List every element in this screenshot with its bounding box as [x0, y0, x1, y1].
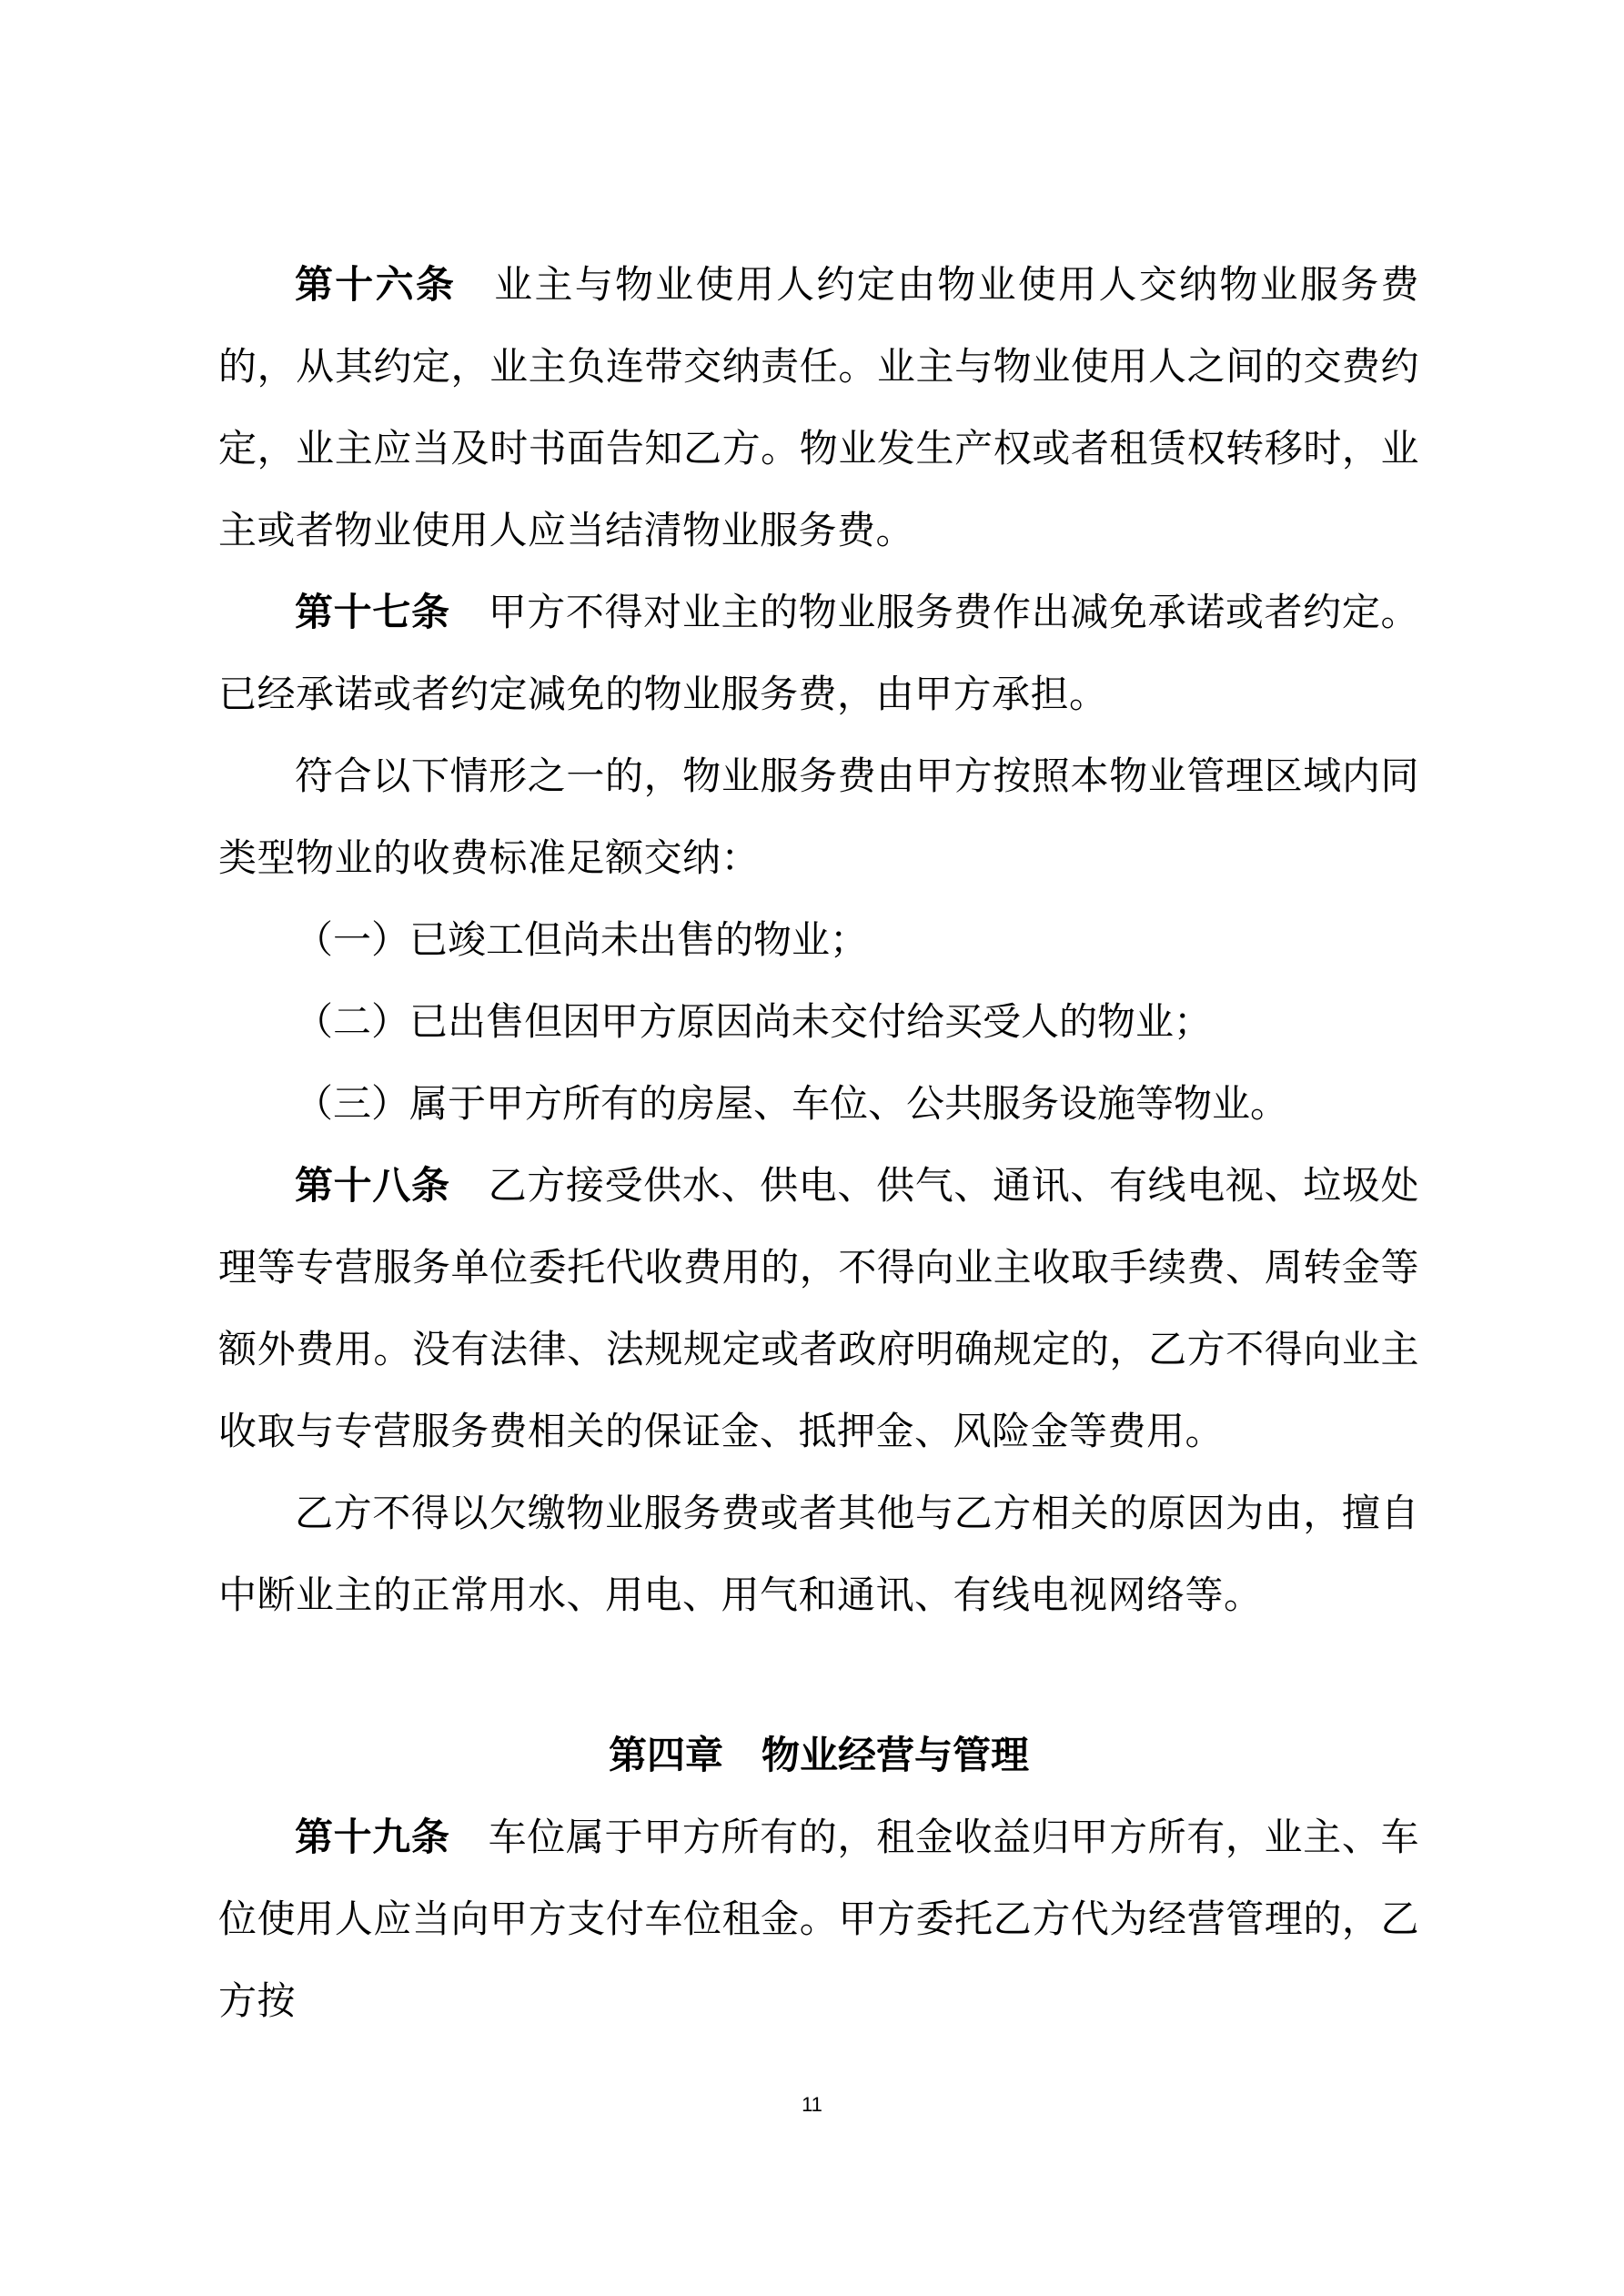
- list-item: （三）属于甲方所有的房屋、车位、公共服务设施等物业。: [295, 1081, 1289, 1126]
- article-18: [218, 1145, 1419, 1472]
- article-19-text: 车位属于甲方所有的，租金收益归甲方所有，业主、车位使用人应当向甲方支付车位租金。甲方委托乙方代为经营管理的，乙方按: [218, 1815, 1419, 2023]
- article-18-number: 第十八条: [295, 1163, 450, 1208]
- article-16-text: 业主与物业使用人约定由物业使用人交纳物业服务费的，从其约定，业主负连带交纳责任。业主与物业使用人之间的交费约定，业主应当及时书面告知乙方。物业发生产权或者租赁权转移时，业主或者物业使用人应当结清物业服务费。: [218, 262, 1419, 552]
- article-18-text: 乙方接受供水、供电、供气、通讯、有线电视、垃圾处理等专营服务单位委托代收费用的，不得向业主收取手续费、周转金等额外费用。没有法律、法规规定或者政府明确规定的，乙方不得向业主收取与专营服务费相关的保证金、抵押金、风险金等费用。: [218, 1163, 1419, 1453]
- page-number: 11: [802, 2093, 822, 2116]
- page-content: [218, 244, 1419, 2042]
- article-17-text: 甲方不得对业主的物业服务费作出减免承诺或者约定。已经承诺或者约定减免的物业服务费，由甲方承担。: [218, 590, 1419, 716]
- article-19: [218, 1796, 1419, 2042]
- chapter-title: 物业经营与管理: [762, 1733, 1030, 1777]
- article-16-number: 第十六条: [295, 262, 457, 307]
- article-18-paragraph-2: 乙方不得以欠缴物业服务费或者其他与乙方相关的原因为由，擅自中断业主的正常用水、用电、用气和通讯、有线电视网络等。: [218, 1491, 1419, 1617]
- list-item: （二）已出售但因甲方原因尚未交付给买受人的物业；: [295, 999, 1213, 1044]
- article-19-number: 第十九条: [295, 1815, 450, 1859]
- article-17: [218, 571, 1419, 735]
- article-17-number: 第十七条: [295, 590, 450, 634]
- article-16: [218, 244, 1419, 571]
- chapter-number: 第四章: [608, 1733, 723, 1777]
- article-17-paragraph-2: 符合以下情形之一的，物业服务费由甲方按照本物业管理区域内同类型物业的收费标准足额交纳：: [218, 754, 1419, 880]
- chapter-heading: [218, 1714, 1419, 1796]
- list-item: （一）已竣工但尚未出售的物业；: [295, 917, 869, 962]
